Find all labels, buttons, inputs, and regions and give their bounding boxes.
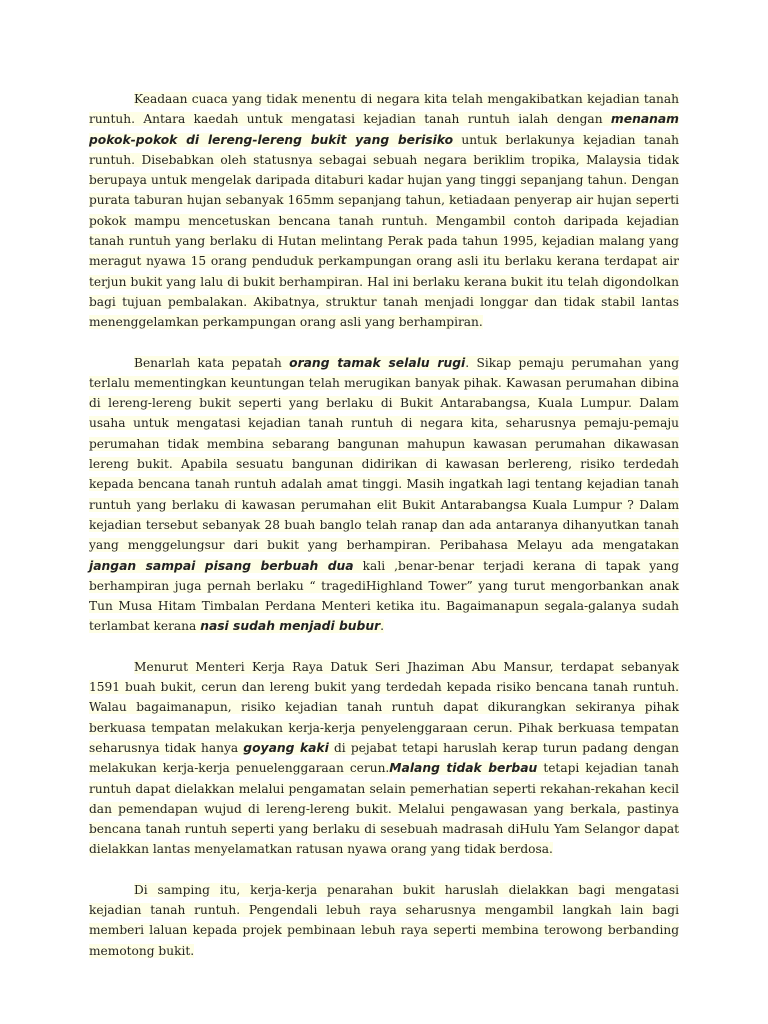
text-run: kali ,benar-benar terjadi kerana di tapak yang berhampiran juga pernah berlaku “ tragediHighland Tower” yang turut mengorbankan anak Tun Musa Hitam Timbalan Perdana Menteri ketika itu. Bagaimanapun segala-galanya sudah terlambat kerana: [89, 558, 679, 634]
paragraph: [89, 657, 679, 860]
text-run: Keadaan cuaca yang tidak menentu di negara kita telah mengakibatkan kejadian tanah runtuh. Antara kaedah untuk mengatasi kejadian tanah runtuh ialah dengan: [89, 92, 679, 127]
paragraph: [89, 880, 679, 961]
emphasized-phrase: nasi sudah menjadi bubur: [200, 619, 381, 634]
text-run: Menurut Menteri Kerja Raya Datuk Seri Jhaziman Abu Mansur, terdapat sebanyak 1591 buah bukit, cerun dan lereng bukit yang terdedah kepada risiko bencana tanah runtuh. Walau bagaimanapun, risiko kejadian tanah runtuh dapat dikurangkan sekiranya pihak berkuasa tempatan melakukan kerja-kerja penyelenggaraan cerun. Pihak berkuasa tempatan seharusnya tidak hanya: [89, 659, 679, 755]
text-run: .: [380, 619, 385, 634]
emphasized-phrase: Malang tidak berbau: [389, 761, 538, 776]
text-run: Benarlah kata pepatah: [134, 355, 290, 370]
document-body: [89, 89, 679, 981]
paragraph-text: [89, 883, 679, 958]
paragraph-text: [89, 356, 679, 634]
emphasized-phrase: goyang kaki: [243, 740, 329, 755]
paragraph-text: [89, 660, 679, 857]
text-run: tetapi kejadian tanah runtuh dapat dielakkan melalui pengamatan selain pemerhatian seperti rekahan-rekahan kecil dan pemendapan wujud di lereng-lereng bukit. Melalui pengawasan yang berkala, pastinya bencana tanah runtuh seperti yang berlaku di sesebuah madrasah diHulu Yam Selangor dapat dielakkan lantas menyelamatkan ratusan nyawa orang yang tidak berdosa.: [89, 761, 679, 857]
emphasized-phrase: menanam pokok-pokok di lereng-lereng bukit yang berisiko: [89, 112, 679, 147]
paragraph-text: [89, 92, 679, 329]
text-run: . Sikap pemaju perumahan yang terlalu mementingkan keuntungan telah merugikan banyak pihak. Kawasan perumahan dibina di lereng-lereng bukit seperti yang berlaku di Bukit Antarabangsa, Kuala Lumpur. Dalam usaha untuk mengatasi kejadian tanah runtuh di negara kita, seharusnya pemaju-pemaju perumahan tidak membina sebarang bangunan mahupun kawasan perumahan dikawasan lereng bukit. Apabila sesuatu bangunan didirikan di kawasan berlereng, risiko terdedah kepada bencana tanah runtuh adalah amat tinggi. Masih ingatkah lagi tentang kejadian tanah runtuh yang berlaku di kawasan perumahan elit Bukit Antarabangsa Kuala Lumpur ? Dalam kejadian tersebut sebanyak 28 buah banglo telah ranap dan ada antaranya dihanyutkan tanah yang menggelungsur dari bukit yang berhampiran. Peribahasa Melayu ada mengatakan: [89, 355, 680, 553]
emphasized-phrase: orang tamak selalu rugi: [289, 355, 466, 370]
emphasized-phrase: jangan sampai pisang berbuah dua: [89, 558, 354, 573]
text-run: di pejabat tetapi haruslah kerap turun padang dengan melakukan kerja-kerja penuelenggaraan cerun.: [89, 740, 680, 776]
paragraph: [89, 353, 679, 637]
paragraph: [89, 89, 679, 333]
text-run: untuk berlakunya kejadian tanah runtuh. Disebabkan oleh statusnya sebagai sebuah negara beriklim tropika, Malaysia tidak berupaya untuk mengelak daripada ditaburi kadar hujan yang tinggi sepanjang tahun. Dengan purata taburan hujan sebanyak 165mm sepanjang tahun, ketiadaan penyerap air hujan seperti pokok mampu mencetuskan bencana tanah runtuh. Mengambil contoh daripada kejadian tanah runtuh yang berlaku di Hutan melintang Perak pada tahun 1995, kejadian malang yang meragut nyawa 15 orang penduduk perkampungan orang asli itu berlaku kerana terdapat air terjun bukit yang lalu di bukit berhampiran. Hal ini berlaku kerana bukit itu telah digondolkan bagi tujuan pembalakan. Akibatnya, struktur tanah menjadi longgar dan tidak stabil lantas menenggelamkan perkampungan orang asli yang berhampiran.: [89, 132, 679, 330]
text-run: Di samping itu, kerja-kerja penarahan bukit haruslah dielakkan bagi mengatasi kejadian tanah runtuh. Pengendali lebuh raya seharusnya mengambil langkah lain bagi memberi laluan kepada projek pembinaan lebuh raya seperti membina terowong berbanding memotong bukit.: [89, 882, 679, 958]
